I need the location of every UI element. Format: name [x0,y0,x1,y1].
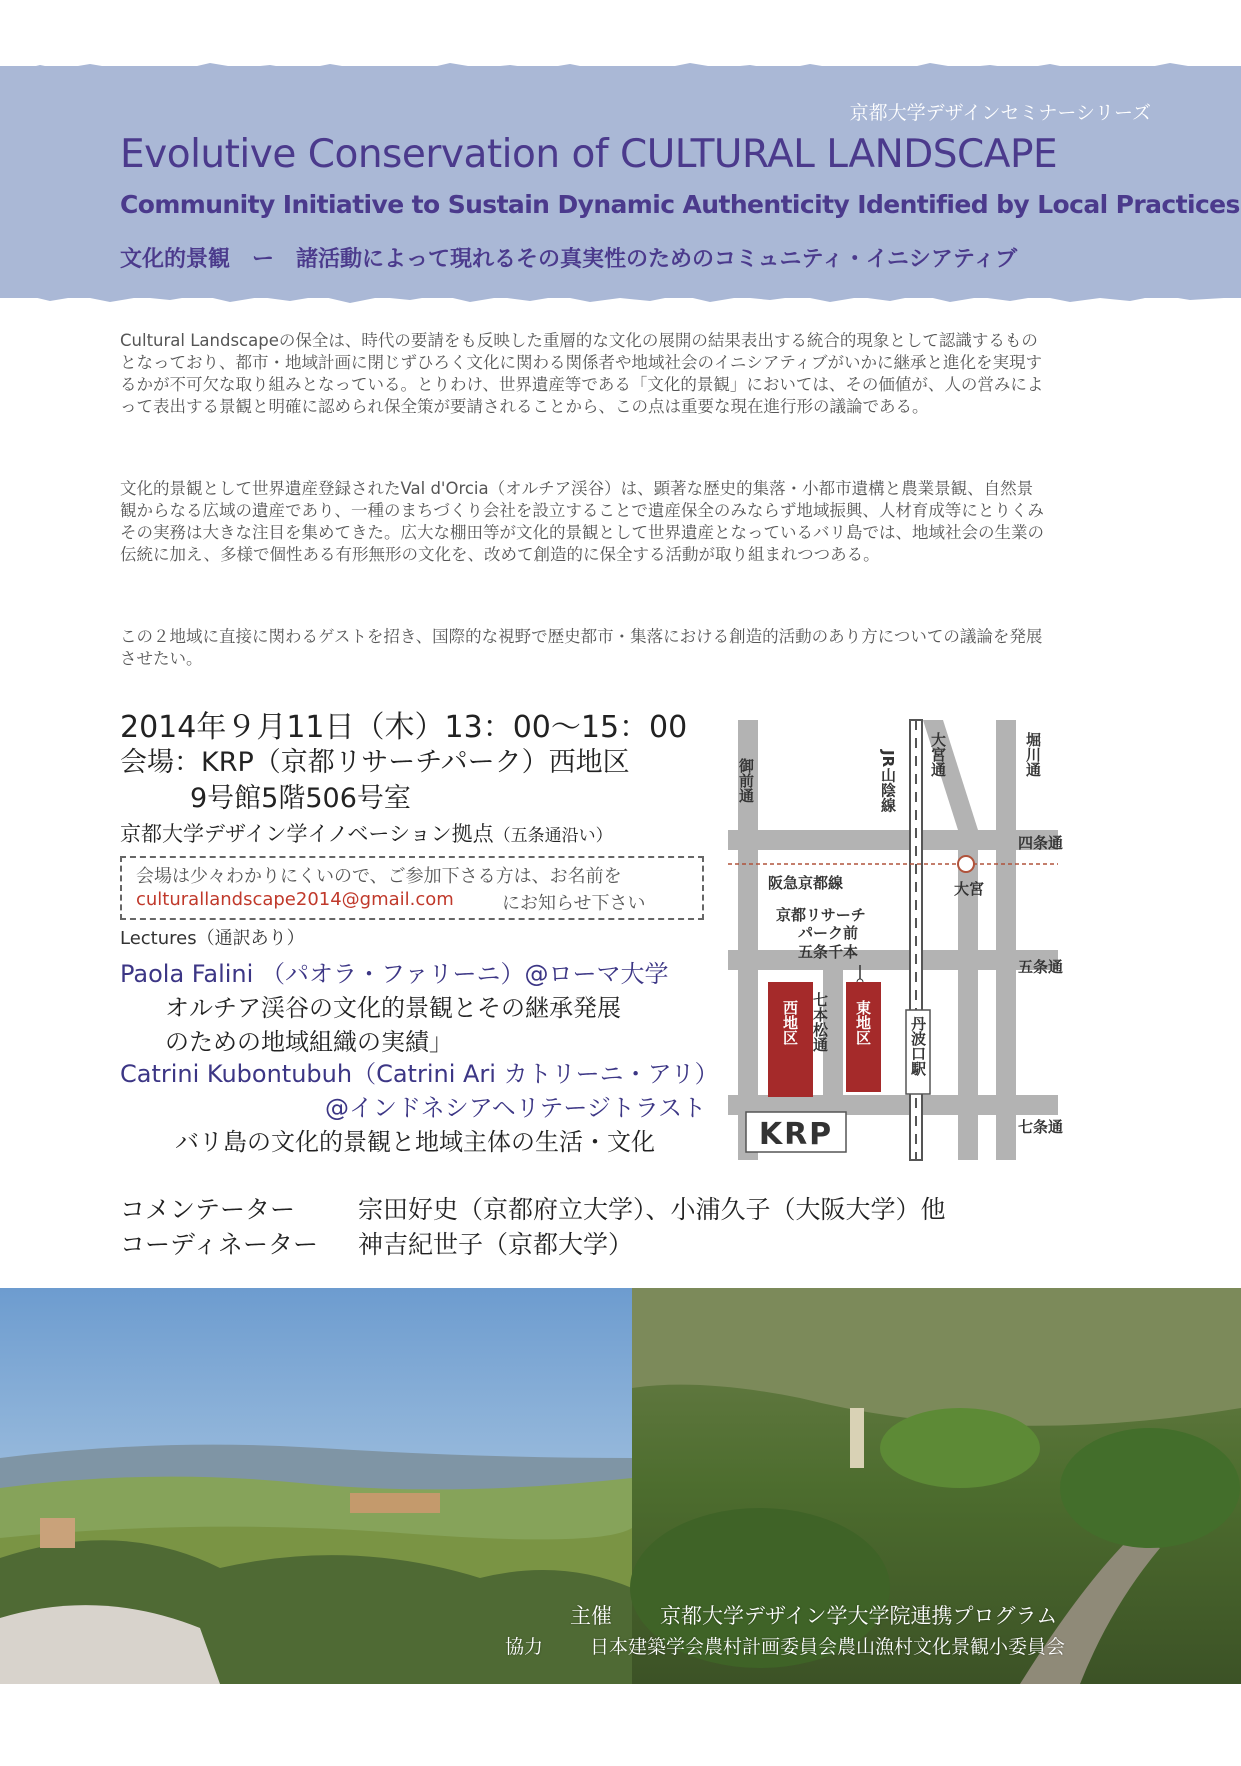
paragraph-goal: この２地域に直接に関わるゲストを招き、国際的な視野で歴史都市・集落における創造的活動のあり方についての議論を発展させたい。 [120,627,1043,668]
map-label-shichihon: 七本松通 [811,992,829,1052]
venue-map [728,720,1064,1160]
map-label-horikawa: 堀川通 [1024,732,1042,777]
map-label-east: 東地区 [854,1000,872,1045]
venue-line-1: 会場：KRP（京都リサーチパーク）西地区 [120,747,630,778]
commentator-label: コメンテーター [120,1195,296,1224]
lectures-label: Lectures（通訳あり） [120,928,305,949]
event-date: 2014年９月11日（木）13：00～15：00 [120,710,688,745]
map-label-gojo: 五条通 [1018,958,1064,976]
venue-line-3 [120,818,613,848]
map-label-station1: 京都リサーチ [776,906,866,924]
banner-rough-edge-top [0,60,1241,74]
talk-1-line-1: オルチア渓谷の文化的景観とその継承発展 [165,994,621,1022]
subtitle-english: Community Initiative to Sustain Dynamic Authenticity Identified by Local Practices [120,190,1240,219]
cooperation-name: 日本建築学会農村計画委員会農山漁村文化景観小委員会 [590,1636,1066,1658]
notice-text-1: 会場は少々わかりにくいので、ご参加下さる方は、お名前を [136,866,622,887]
talk-1-line-2: のための地域組織の実績」 [165,1028,453,1056]
map-label-station3: 五条千本 [798,943,859,961]
notice-email-link[interactable]: culturallandscape2014@gmail.com [136,889,454,910]
commentator-names: 宗田好史（京都府立大学）、小浦久子（大阪大学）他 [358,1195,946,1224]
speaker-2-affiliation: @インドネシアヘリテージトラスト [325,1094,707,1122]
map-label-west: 西地区 [781,1000,799,1045]
map-omiya-station [958,856,974,872]
talk-2: バリ島の文化的景観と地域主体の生活・文化 [175,1128,655,1156]
organizer-label: 主催 [570,1604,612,1628]
krp-logo: KRP [758,1117,834,1152]
title-japanese: 文化的景観 ー 諸活動によって現れるその真実性のためのコミュニティ・イニシアティブ [120,247,1018,272]
registration-notice-box [120,856,704,920]
map-label-shichijo: 七条通 [1018,1118,1064,1136]
tuscany-photo [0,1288,632,1684]
map-label-gozendori: 御前通 [737,758,755,803]
notice-text-2: にお知らせ下さい [502,893,646,914]
paragraph-regions: 文化的景観として世界遺産登録されたVal d'Orcia（オルチア渓谷）は、顕著な歴史的集落・小都市遺構と農業景観、自然景観からなる広域の遺産であり、一種のまちづくり会社を設立することで遺産保全のみならず地域振興、人材育成等にとりくみその実務は大きな注目を集めてきた。広大な棚田等が文化的景観として世界遺産となっているバリ島では、地域社会の生業の伝統に加え、多様で個性ある有形無形の文化を、改めて創造的に保全する活動が取り組まれつつある。 [120,479,1044,564]
map-label-omiya: 大宮 [954,880,985,898]
coordinator-name: 神吉紀世子（京都大学） [358,1230,634,1259]
title-english: Evolutive Conservation of CULTURAL LANDSCAPE [120,132,1058,177]
speaker-2: Catrini Kubontubuh（Catrini Ari カトリーニ・アリ） [120,1060,719,1088]
cooperation-label: 協力 [505,1636,544,1658]
map-label-shijo: 四条通 [1018,834,1064,852]
map-road-horikawa [996,720,1016,1160]
venue-line-2: 9号館5階506号室 [190,783,411,814]
venue-name: 京都大学デザイン学イノベーション拠点 [120,822,494,846]
map-label-hankyu: 阪急京都線 [768,874,844,892]
map-label-jr: JR山陰線 [879,750,897,813]
map-label-station2: パーク前 [798,924,859,942]
map-label-omiyadori: 大宮通 [929,732,947,777]
banner-rough-edge-bottom [0,292,1241,306]
paragraph-intro: Cultural Landscapeの保全は、時代の要請をも反映した重層的な文化の展開の結果表出する統合的現象として認識するものとなっており、都市・地域計画に閉じずひろく文化に関わる関係者や地域社会のイニシアティブがいかに継承と進化を実現するかが不可欠な取り組みとなっている。とりわけ、世界遺産等である「文化的景観」においては、その価値が、人の営みによって表出する景観と明確に認められ保全策が要請されることから、この点は重要な現在進行形の議論である。 [120,331,1044,416]
map-label-tamba: 丹波口駅 [909,1016,927,1076]
venue-note: （五条通沿い） [493,826,613,846]
series-label: 京都大学デザインセミナーシリーズ [849,102,1151,124]
organizer-name: 京都大学デザイン学大学院連携プログラム [660,1604,1058,1628]
coordinator-label: コーディネーター [120,1230,319,1259]
speaker-1: Paola Falini （パオラ・ファリーニ）@ローマ大学 [120,960,669,988]
